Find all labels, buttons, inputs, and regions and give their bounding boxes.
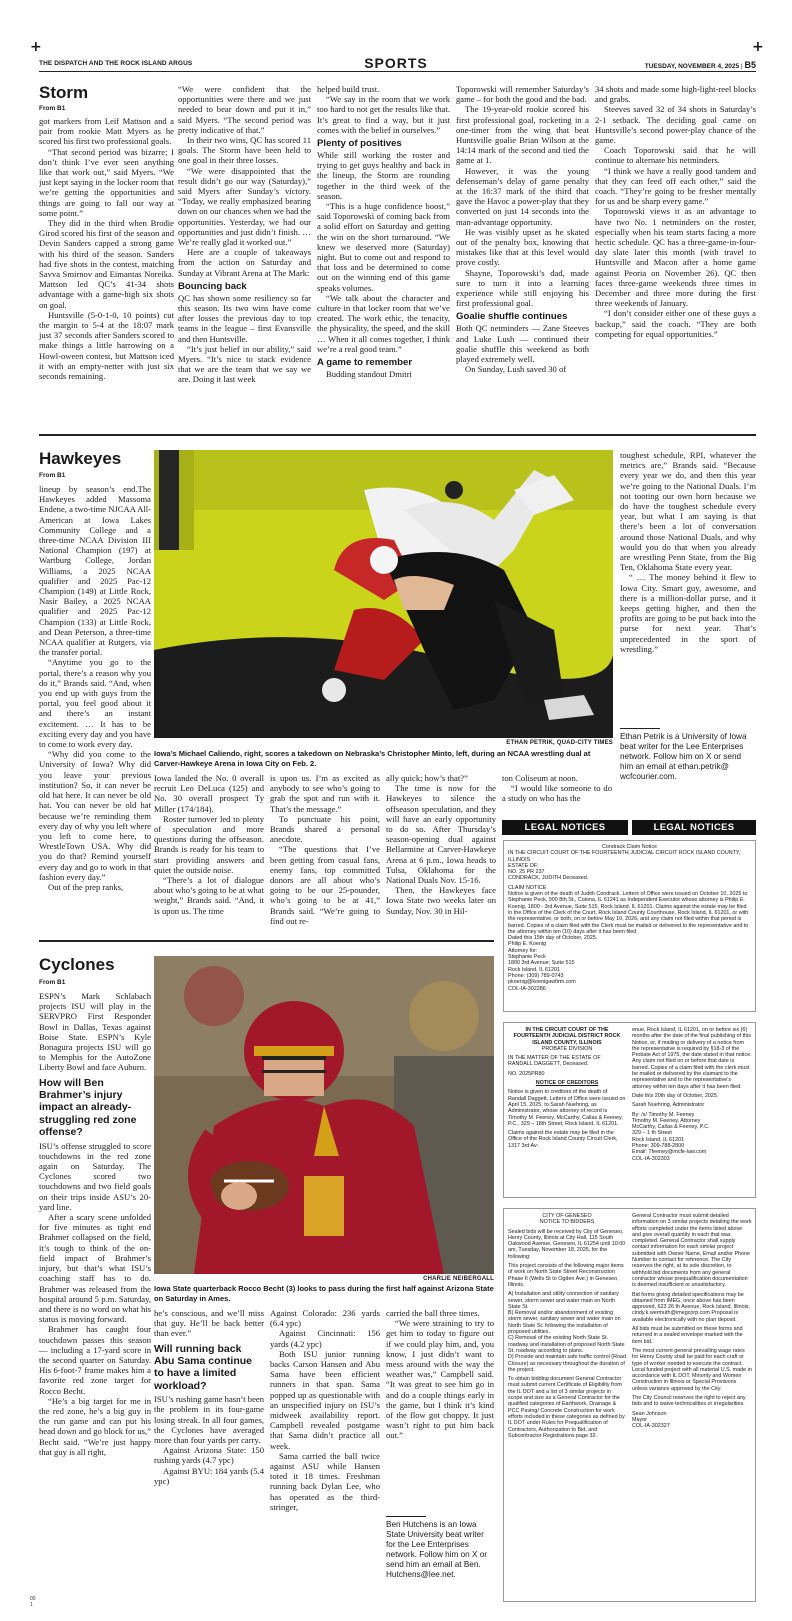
- legal-notices-header-2: LEGAL NOTICES: [632, 820, 756, 835]
- header-rule: [39, 71, 756, 72]
- storm-headline: Storm: [39, 83, 89, 102]
- page-number: B5: [744, 60, 756, 70]
- section-title: SPORTS: [364, 55, 428, 71]
- hawkeyes-col-6: toughest schedule, RPI, whatever the metrics are,” Brands said. “Because every year we do, and then this year we’re going to the National Duals. I’m not tooting our own horn because we do have the toughest schedule every year, but what I am saying is that there’s been a lot of conversation around those National Duals, and why would you do that when you already are wrestling Penn State, from the Big Ten, Oklahoma State every year. “ … The money behind it flew to Iowa City. Smart guy, awesome, and there is a million-dollar purse, and it keeps getting higher, and then the profits are going to be put back into the purse for next year. That’s unprecedented in the sport of wrestling.”: [620, 450, 756, 654]
- storm-col-5: 34 shots and made some high-light-reel blocks and grabs. Steeves saved 32 of 34 shots in Saturday’s 2-1 setback. The deciding goal came on Huntsville’s second power-play chance of the game. Coach Toporowski said that he will continue to alternate his netminders. “I think we have a really good tandem and that they can feed off each other,” said the coach. “They’re going to be fresher mentally for us and be sharp every game.” Toporowski views it as an advantage to have two No. 1 netminders on the roster, especially when his team starts facing a more hectic schedule. QC has a three-game-in-four-day slate later this month (with travel to Huntsville and Macon after a home game against Peoria on November 26). QC then faces three-game weekends three times in December and three more during the first three weekends of January. “I don’t consider either one of these guys a backup,” said the coach. “They are both competing for equal opportunities.”: [595, 84, 756, 339]
- cyclones-headline: Cyclones: [39, 955, 115, 974]
- legal-notice-condrack: Condrack Claim Notice IN THE CIRCUIT COURT OF THE FOURTEENTH JUDICIAL CIRCUIT ROCK ISLAND COUNTY, ILLINOIS ESTATE OF: NO. 25 PR 237 CONDRACK, JUDITH Deceased. CLAIM NOTICE Notice is given of the death of Judith Condrack. Letters of Office were issued on October 10, 2025 to Stephanie Peck, 900 8th St., Colona, IL 61241 as Independent Executor whose attorney is Philip E. Koenig, 1800 - 3rd Avenue, Suite 515, Rock Island, IL 61201. Claims against the estate may be filed in the Office of the Clerk of the Court, Rock Island County Courthouse, Rock Island, IL 61201, or with the representative, or both, on or before May 10, 2026, and any claim not filed within that period is barred. Copies of a claim filed with the Clerk must be mailed or delivered to the representative and to the attorney within ten (10) days after it has been filed. Dated this 15th day of October, 2025. Philip E. Koenig Attorney for: Stephanie Peck 1800 3rd Avenue; Suite 515 Rock Island, IL 61201 Phone: (309) 789-0743 pkoenig@koenigawfirm.com COL-IA-302286: [503, 840, 756, 1012]
- wrestling-photo-art: [154, 450, 613, 738]
- football-photo-caption: Iowa State quarterback Rocco Becht (3) looks to pass during the first half against Arizona State on Saturday in Ames.: [154, 1284, 494, 1303]
- legal-notice-daggett: IN THE CIRCUIT COURT OF THE FOURTEENTH JUDICIAL DISTRICT ROCK ISLAND COUNTY, ILLINOIS PROBATE DIVISION IN THE MATTER OF THE ESTATE OF RANDALL DAGGETT, Deceased. NO. 2025PR80 NOTICE OF CREDITORS Notice is given to creditors of the death of Randall Daggett. Letters of Office were issued on April 15, 2025, to Sarah Nuehring, as Administrator, whose attorney of record is Timothy M. Feeney, McCarthy, Callas & Feeney, P.C., 329 – 18th Street, Rock Island, IL 61201. Claims against the estate may be filed in the Office of the Rock Island County Circuit Clerk, 1317 3rd Av- enue, Rock Island, IL 61201, on or before six (6) months after the date of the final publishing of this Notice, or, if mailing or delivery of a notice from the representative is required by §18-3 of the Probate Act of 1975, the date stated in that notice. Any claim not filed on or before that date is barred. Copies of a claim filed with the clerk must be mailed or delivered by the claimant to the representative and to the representative’s attorney within ten days after it has been filed. Date this 20th day of October, 2025. Sarah Nuehring, Administrator By: /s/ Timothy M. Feeney Timothy M. Feeney, Attorney McCarthy, Callas & Feeney, P.C. 329 – 1 th Street Rock Island, IL 61201 Phone: 309-788-2800 Email: Tfeeney@mcfe-law.com COL-IA-302303: [503, 1022, 756, 1198]
- subhead-plenty-of-positives: Plenty of positives: [317, 138, 402, 150]
- subhead-game-to-remember: A game to remember: [317, 357, 413, 369]
- bio-rule-2: [386, 1516, 426, 1517]
- cyclones-jump-from: From B1: [39, 979, 66, 986]
- legal-notice-geneseo-bids: CITY OF GENESEO NOTICE TO BIDDERS Sealed bids will be received by City of Geneseo, Henry County, Illinois at City Hall, 115 South Oakwood Avenue, Geneseo, IL 61254 until 10:00 am, Tuesday, November 18, 2025, for the following: This project consists of the following major items of work on North State Street Reconstruction Phase II (Wells St to Ogden Ave.) in Geneseo, Illinois. A) Installation and utility connection of sanitary sewer, storm sewer and water main on North State St. B) Removal and/or abandonment of existing storm sewer, sanitary sewer and water main on North State St. following the installation of proposed utilities. C) Removal of the existing North State St. roadway and installation of proposed North State St. roadway according to plans. D) Provide and maintain safe traffic control (Road Closure) as necessary throughout the duration of the project. To obtain bidding document General Contractor must submit current Certificate of Eligibility from the IL DOT and a list of 3 similar projects in scope and size as a General Contractor for the qualified categories of Earthwork, Drainage & PCC Paving/ Concrete Construction for work efforts included in these categories as defined by IL DOT under Rules for Prequalification of Contractors, Authorization to Bid, and Subcontractor Registrations page 32. General Contractor must submit detailed information on 3 similar projects detailing the work efforts completed under the items listed above and give overall quantity in each that was completed. General Contractor shall supply contact information for each similar project submitted with Owner Name, Email and/or Phone Number to contact for reference. The City reserves the right, at its sole discretion, to withhold bid documents from any general contractor whose prequalification documentation is deemed insufficient or unsatisfactory. Bid forms giving detailed specifications may be obtained from IMEG, once above has been approved, 623 26 th Avenue, Rock Island, Illinois, cindy.k.wermuth@imegcorp.com Proposal is available electronically with no plan deposit. All bids must be submitted on these forms and returned in a sealed envelope marked with the item bid. The most current general prevailing wage rates for Henry County shall be paid for each craft or type of worker needed to execute the contract. Local funded project with all material U.S. made in accordance with IL DOT. Minority and Women Construction in Illinois or Special Provisions unless variance approved by the City. The City Council reserves the right to reject any bids and to waive technicalities or irregularities. Sean Johnson Mayor COL-IA-302327: [503, 1208, 756, 1602]
- newspaper-name: THE DISPATCH AND THE ROCK ISLAND ARGUS: [39, 60, 193, 67]
- cyclones-col-4: carried the ball three times. “We were straining to try to get him to today to figure out if we could play him, and, you know, I just didn’t want to mess around with the way the weather was,” Campbell said. “It was great to see him go in and do a couple things early in the game, but I think it’s kind of the flow got choppy. It just wasn’t right to put him back out.”: [386, 1308, 494, 1441]
- section-rule-1: [39, 434, 756, 436]
- cyclones-author-bio: Ben Hutchens is an Iowa State University beat writer for the Lee Enterprises network. Follow him on X or send him an email at Ben. Hutchens@lee.net.: [386, 1520, 488, 1579]
- legal-notices-header-1: LEGAL NOTICES: [502, 820, 628, 835]
- hawkeyes-col-2: Iowa landed the No. 0 overall recruit Leo DeLuca (125) and No. 30 overall prospect Ty Miller (174/184). Roster turnover led to plenty of speculation and more questions during the offseason. Brands is ready for his team to start providing answers and quiet the outside noise. “There’s a lot of dialogue about who’s going to be at what weight,” Brands said. “And, it is upon us. The time: [154, 773, 264, 916]
- wrestling-photo-credit: ETHAN PETRIK, QUAD-CITY TIMES: [506, 740, 613, 746]
- registration-mark-left: +: [30, 39, 42, 55]
- storm-jump-from: From B1: [39, 105, 66, 112]
- separator: |: [740, 63, 743, 70]
- page-folio-code: 00 1: [30, 1596, 36, 1608]
- cyclones-col-2: he’s conscious, and we’ll miss that guy. He’ll be back better than ever.” Will running back Abu Sama continue to have a limited workload? ISU’s rushing game hasn’t been the problem in its four-game losing streak. In all four games, the Cyclones have averaged more than four yards per carry. Against Arizona State: 150 rushing yards (4.7 ypc) Against BYU: 184 yards (5.4 ypc): [154, 1308, 264, 1486]
- storm-col-1: got markers from Leif Mattson and a pair from rookie Matt Myers as he scored his first two professional goals. “That second period was bizarre; I don’t think I’ve ever seen anything like that work out,” said Myers. “We just kept saying in the locker room that we’re getting the opportunities and things are going to fall our way at some point.” They did in the third when Brodie Girod scored his first of the season and Devin Sanders capped a strong game with his third of the season. Sanders had five shots in the contest, matching Savva Smirnov and Eimantas Noreika. Mattson led QC’s 41-34 shots advantage with a game-high six shots on goal. Huntsville (5-0-1-0, 10 points) cut the margin to 5-4 at the 18:07 mark just 37 seconds after Sanders scored to make things a little harrowing on a Howl-oween contest, but Mattson iced it with an empty-netter with just six seconds remaining.: [39, 116, 174, 382]
- hawkeyes-author-bio: Ethan Petrik is a University of Iowa beat writer for the Lee Enterprises network. Follow him on X or send him an email at ethan.petrik@ wcfcourier.com.: [620, 732, 747, 781]
- bio-rule: [620, 728, 660, 729]
- cyclones-col-1: ESPN’s Mark Schlabach projects ISU will play in the SERVPRO First Responder Bowl in Dallas, Texas against Boise State. ESPN’s Kyle Bonagura projects ISU will go to Memphis for the AutoZone Liberty Bowl and face Auburn. How will Ben Brahmer’s injury impact an already-struggling red zone offense? ISU’s offense struggled to score touchdowns in the red zone again on Saturday. The Cyclones scored two touchdowns and two field goals on their trips inside ASU’s 20-yard line. After a scary scene unfolded for five minutes as tight end Brahmer collapsed on the field, it’s tough to think of the on-field impact of Brahmer’s injury, but that’s what ISU’s coaching staff has to do. Brahmer was released from the hospital around 5 p.m. Saturday, and there is no word on what his status is moving forward. Brahmer has caught four touchdown passes this season — including a 17-yard score in the second quarter on Saturday. His 6-foot-7 frame makes him a favorite red zone target for Rocco Becht. “He’s a big target for me in the red zone, he’s a big guy in the run game and can put his head down and go block for us,” Becht said. “We’re just happy that guy is all right,: [39, 991, 151, 1457]
- storm-col-2: “We were confident that the opportunities were there and we just needed to bear down and put it in,” said Myers. “The second period was pretty indicative of that.” In their two wins, QC has scored 11 goals. The Storm have been held to one goal in their three losses. “We were disappointed that the result didn’t go our way (Saturday),” said Myers after Sunday’s victory. “Today, we really emphasized bearing down on our chances when we had the opportunities. Yesterday, we had our opportunities and just didn’t finish. … We’re really glad it worked out.” Here are a couple of takeaways from the action on Saturday and Sunday at Vibrant Arena at The Mark: Bouncing back QC has shown some resiliency so far this season. Its two wins have come after losses the previous day to top teams in the league – first Evansville and then Huntsville. “It’s just belief in our ability,” said Myers. “It’s nice to stack evidence that we are the team that we say we are. Doing it last week: [178, 84, 311, 385]
- football-photo: [154, 956, 494, 1274]
- subhead-brahmer-injury: How will Ben Brahmer’s injury impact an already-struggling red zone offense?: [39, 1076, 137, 1139]
- football-photo-art: [154, 956, 494, 1274]
- hawkeyes-col-3: is upon us. I’m as excited as anybody to see who’s going to grab the spot and run with it. That’s the message.” To punctuate his point, Brands shared a personal anecdote. “The questions that I’ve been getting from casual fans, enemy fans, top committed donors are all about who’s going to be our 25-pounder, who’s going to be at 41,” Brands said. “We’re going to find out re-: [270, 773, 380, 926]
- wrestling-photo: [154, 450, 613, 738]
- hawkeyes-jump-from: From B1: [39, 472, 66, 479]
- notice-title: Condrack Claim Notice: [601, 844, 658, 850]
- page-date: TUESDAY, NOVEMBER 4, 2025: [644, 63, 740, 70]
- subhead-abu-sama: Will running back Abu Sama continue to have a limited workload?: [154, 1342, 253, 1392]
- subhead-bouncing-back: Bouncing back: [178, 280, 247, 292]
- football-photo-credit: CHARLIE NEIBERGALL: [423, 1276, 494, 1282]
- wrestling-photo-caption: Iowa’s Michael Caliendo, right, scores a takedown on Nebraska’s Christopher Minto, left, during an NCAA wrestling dual at Carver-Hawkeye Arena in Iowa City on Feb. 2.: [154, 749, 591, 768]
- hawkeyes-headline: Hawkeyes: [39, 449, 122, 468]
- cyclones-col-3: Against Colorado: 236 yards (6.4 ypc) Against Cincinnati: 156 yards (4.2 ypc) Both ISU junior running backs Carson Hansen and Abu Sama have been efficient runners in that span. Sama popped up as questionable with an unspecified injury on ISU’s midweek availability report. Campbell revealed postgame that Sama didn’t practice all week. Sama carried the ball twice against ASU while Hansen toted it 18 times. Freshman running back Dylan Lee, who has operated as the third-stringer,: [270, 1308, 380, 1512]
- hawkeyes-col-4: ally quick; how’s that?” The time is now for the Hawkeyes to silence the offseason speculation, and they will have an early opportunity to do so. After Thursday’s season-opening dual against Bellarmine at Carver-Hawkeye Arena at 6 p.m., Iowa heads to Tulsa, Oklahoma for the National Duals Nov. 15-16. Then, the Hawkeyes face Iowa State two weeks later on Sunday, Nov. 30 in Hil-: [386, 773, 496, 916]
- storm-col-3: helped build trust. “We say in the room that we work too hard to not get the results like that. It’s great to find a way, but it just comes with the belief in ourselves.” Plenty of positives While still working the roster and trying to get guys healthy and back in the lineup, the Storm are rounding together in the third week of the season. “This is a huge confidence boost,” said Toporowski of coming back from a solid effort on Saturday and getting the win on the short turnaround. “We knew we deserved more (Saturday) night. But to come out and respond to that loss and be determined to come out on the winning end of this game speaks volumes. “We talk about the character and culture in that locker room that we’ve created. The work ethic, the tenacity, the physicality, the speed, and the skill … When it all comes together, I think we’re a real good team.” A game to remember Budding standout Dmitri: [317, 84, 450, 380]
- subhead-goalie-shuffle: Goalie shuffle continues: [456, 311, 568, 323]
- section-rule-2: [39, 940, 494, 942]
- page-date-folio: [560, 60, 756, 70]
- storm-col-4: Toporowski will remember Saturday’s game – for both the good and the bad. The 19-year-old rookie scored his first professional goal, rocketing in a one-timer from the wing that beat Huntsville goalie Brian Wilson at the 14:14 mark of the second and tied the game at 1. However, it was the young defenseman’s delay of game penalty at the 16:37 mark of the third that gave the Havoc a power-play that they converted on just 14 seconds into the man-advantage opportunity. He was visibly upset as he skated out of the penalty box, knowing that mistakes like that at this level would prove costly. Shayne, Toporowski’s dad, made sure to turn it into a learning experience while still enjoying his first professional goal. Goalie shuffle continues Both QC netminders — Zane Steeves and Luke Lush — continued their goalie shuffle this weekend as both played extremely well. On Sunday, Lush saved 30 of: [456, 84, 589, 375]
- hawkeyes-col-1: lineup by season’s end.The Hawkeyes added Massoma Endene, a two-time NJCAA All-American at Iowa Lakes Community College and a three-time NCAA Division III National Champion (197) at Wartburg College, Jordan Williams, a 2025 NCAA qualifier and 2025 Pac-12 Champion (149) at Little Rock, Nasir Bailey, a 2025 NCAA qualifier and 2025 Pac-12 Champion (133) at Little Rock, and Dean Peterson, a three-time NCAA qualifier at Rutgers, via the transfer portal. “Anytime you go to the portal, there’s a reason why you do it,” Brands said. “And, when you end up with guys from the portal, you feel good about it and there’s an instant excitement. … It has to be exciting every day and you have to come to work every day. “Why did you come to the University of Iowa? Why did you leave your previous institution? So, it can never be old hat here. It can never be old hat. You can never be old hat because we’re reminding them every day of why you left where you left to come here, to WrestleTown USA. Why did you do that? Remind yourself every day and go to work in that fashion every day.” Out of the prep ranks,: [39, 484, 151, 892]
- registration-mark-right: +: [752, 39, 764, 55]
- hawkeyes-col-5: ton Coliseum at noon. “I would like someone to do a study on who has the: [502, 773, 612, 804]
